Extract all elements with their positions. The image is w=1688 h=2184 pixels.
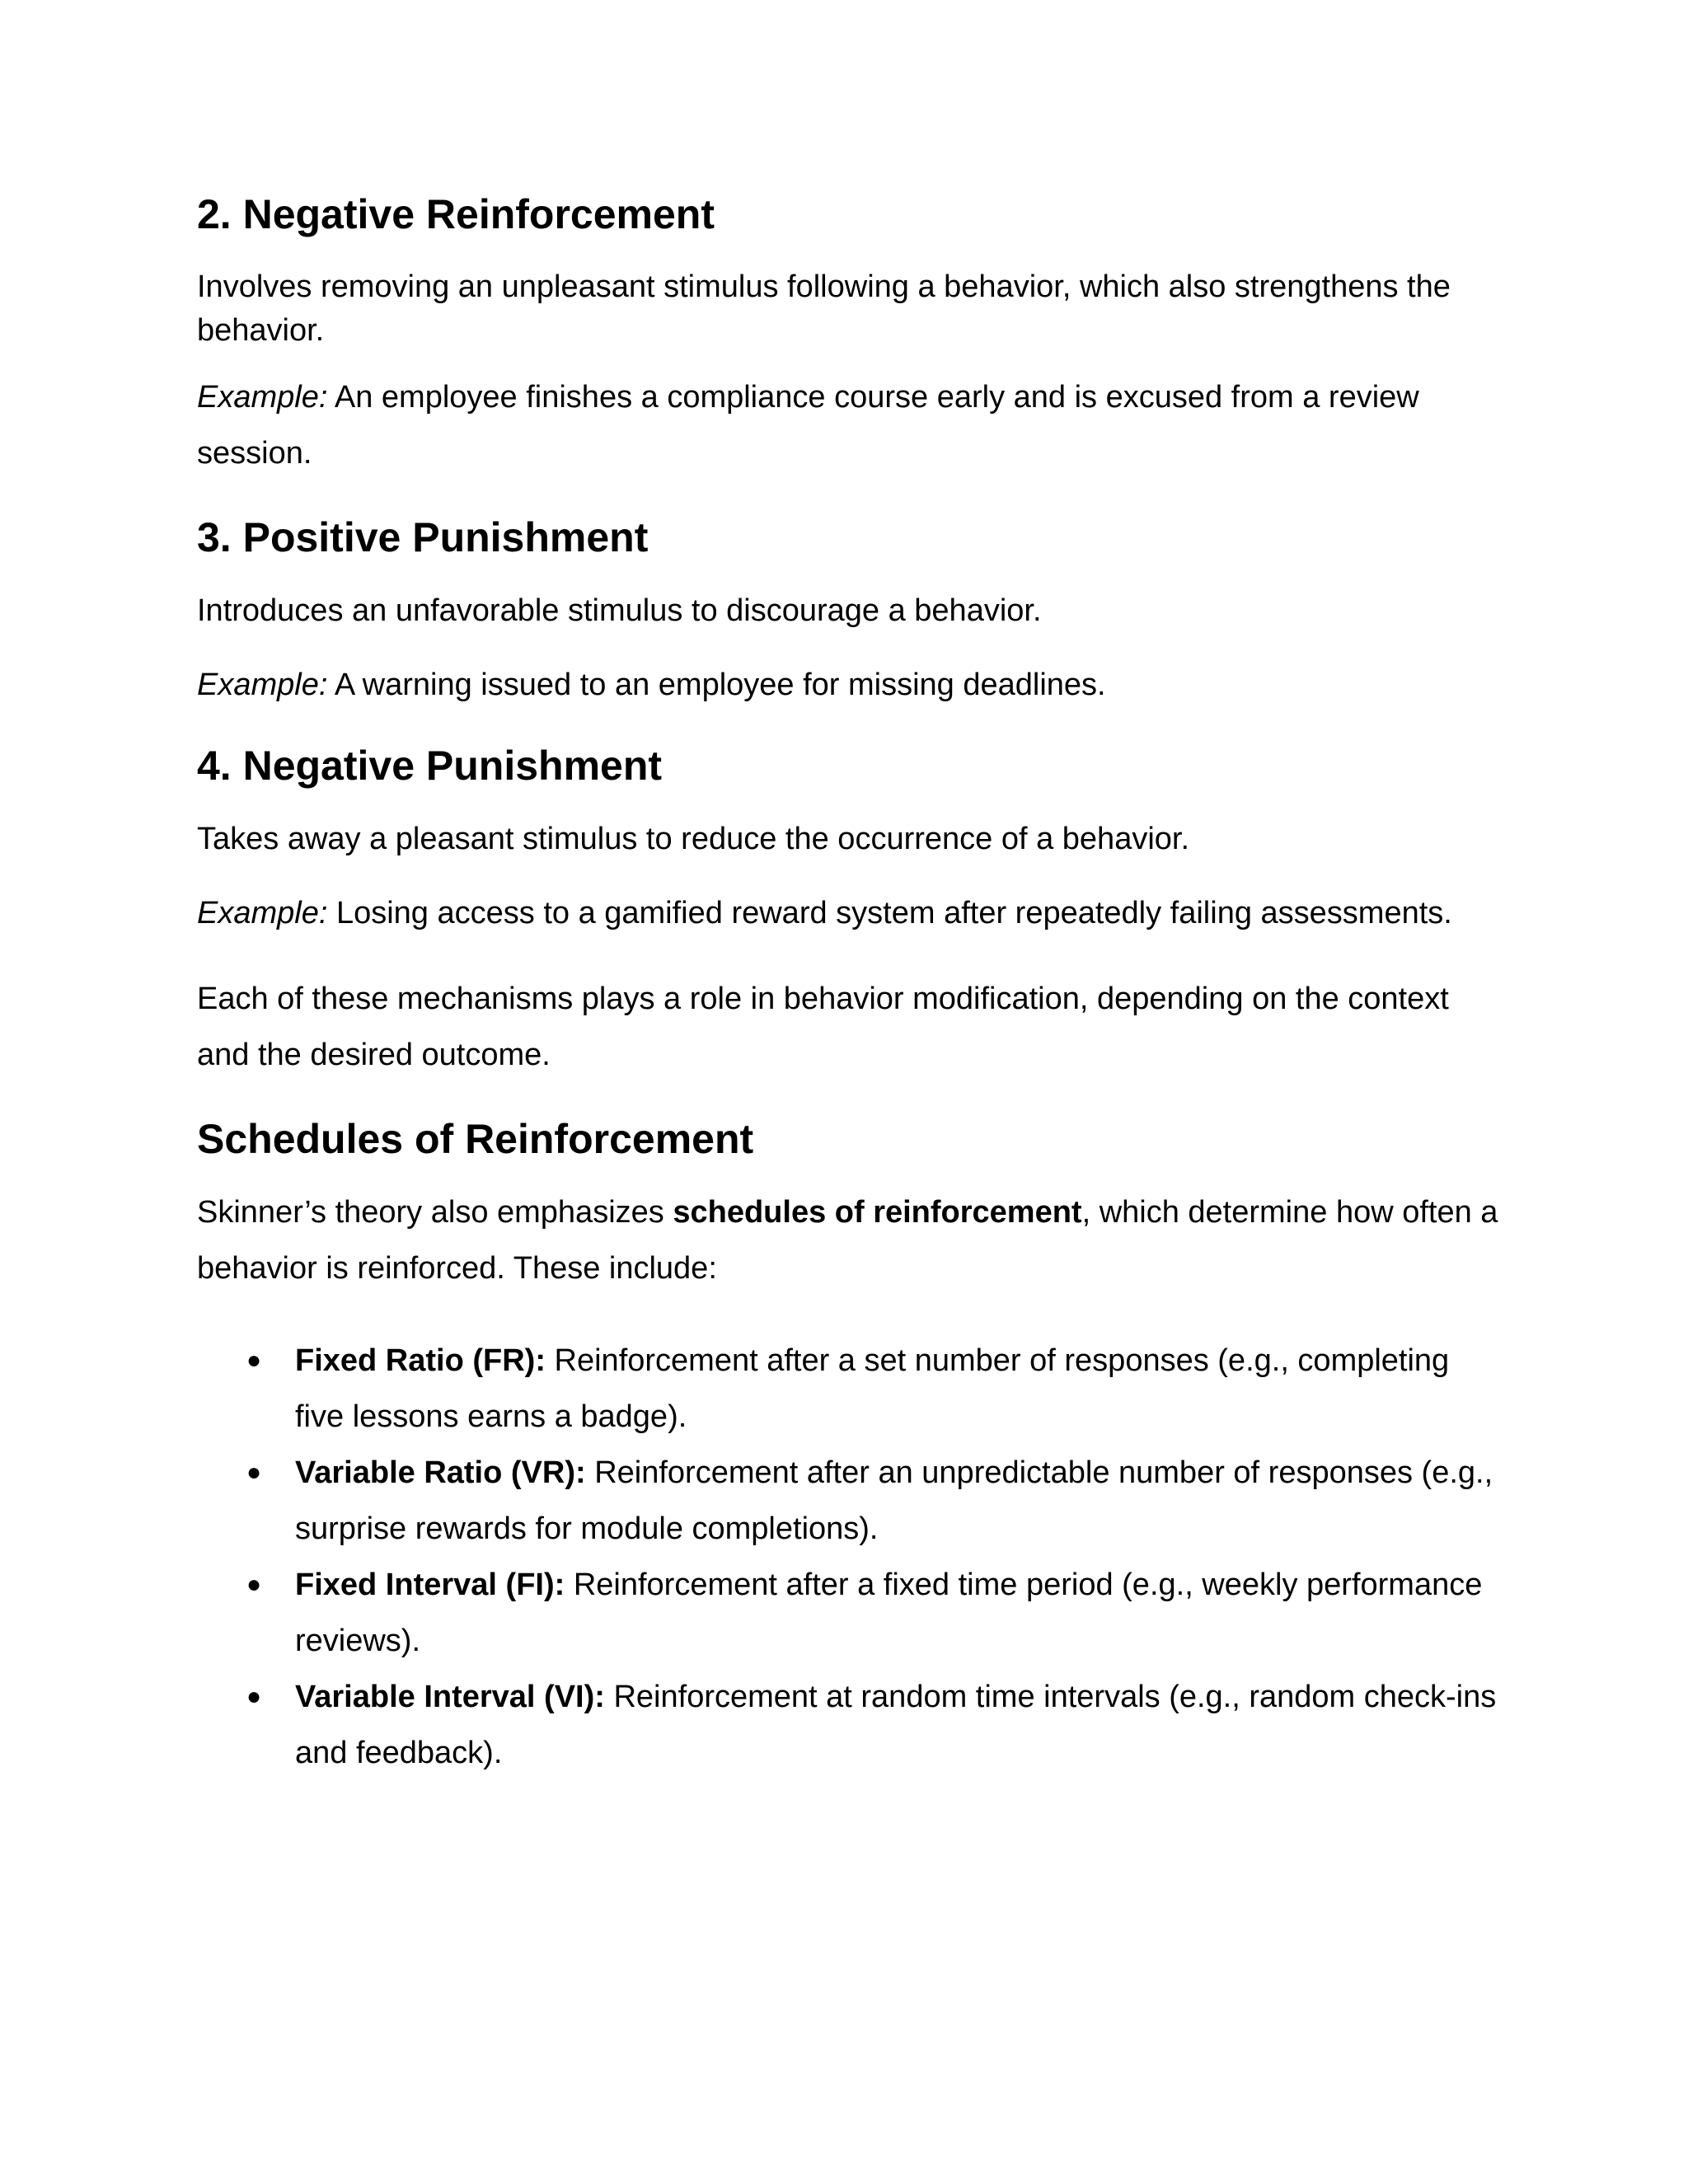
section-heading-negative-punishment: 4. Negative Punishment — [197, 743, 663, 789]
example-label: Example: — [197, 896, 328, 930]
list-item — [197, 1333, 1499, 1445]
section-description: Introduces an unfavorable stimulus to discourage a behavior. — [197, 593, 1042, 628]
section-heading-schedules: Schedules of Reinforcement — [197, 1116, 754, 1162]
example-label: Example: — [197, 668, 328, 702]
example-text: An employee finishes a compliance course early and is excused from a review session. — [197, 380, 1419, 471]
section-example — [197, 885, 1499, 941]
list-item — [197, 1669, 1499, 1781]
schedules-list — [197, 1333, 1499, 1781]
list-item-text: Reinforcement after a set number of responses (e.g., completing five lessons earns a badge). — [295, 1343, 1450, 1434]
bullet-icon: ● — [246, 1571, 262, 1598]
list-item-text: Reinforcement at random time intervals (e.g., random check-ins and feedback). — [295, 1680, 1497, 1770]
list-item-term: Variable Interval (VI): — [295, 1680, 605, 1714]
list-item-term: Variable Ratio (VR): — [295, 1455, 586, 1490]
list-item-text: Reinforcement after a fixed time period (e.g., weekly performance reviews). — [295, 1568, 1483, 1658]
bullet-icon: ● — [246, 1683, 262, 1710]
bullet-icon: ● — [246, 1347, 262, 1374]
document-content — [197, 190, 1499, 1781]
example-text: A warning issued to an employee for missing deadlines. — [327, 668, 1106, 702]
list-item-term: Fixed Interval (FI): — [295, 1568, 565, 1602]
list-item-text: Reinforcement after an unpredictable number of responses (e.g., surprise rewards for module completions). — [295, 1455, 1493, 1546]
bullet-icon: ● — [246, 1459, 262, 1486]
schedules-intro — [197, 1184, 1499, 1296]
section-description: Takes away a pleasant stimulus to reduce the occurrence of a behavior. — [197, 822, 1190, 856]
summary-paragraph: Each of these mechanisms plays a role in behavior modification, depending on the context and the desired outcome. — [197, 982, 1449, 1072]
example-text: Losing access to a gamified reward system after repeatedly failing assessments. — [327, 896, 1452, 930]
example-label: Example: — [197, 380, 328, 415]
section-example — [197, 657, 1499, 713]
section-example — [197, 369, 1499, 481]
section-heading-positive-punishment: 3. Positive Punishment — [197, 514, 649, 560]
list-item — [197, 1445, 1499, 1557]
intro-emphasis: schedules of reinforcement — [673, 1195, 1082, 1230]
list-item — [197, 1557, 1499, 1669]
list-item-term: Fixed Ratio (FR): — [295, 1343, 546, 1378]
intro-text: Skinner’s theory also emphasizes — [197, 1195, 673, 1230]
section-description: Involves removing an unpleasant stimulus following a behavior, which also strengthens the behavior. — [197, 269, 1451, 348]
section-heading-negative-reinforcement: 2. Negative Reinforcement — [197, 191, 715, 237]
intro-text-end: , which determine how often a behavior is reinforced. These include: — [197, 1195, 1498, 1286]
